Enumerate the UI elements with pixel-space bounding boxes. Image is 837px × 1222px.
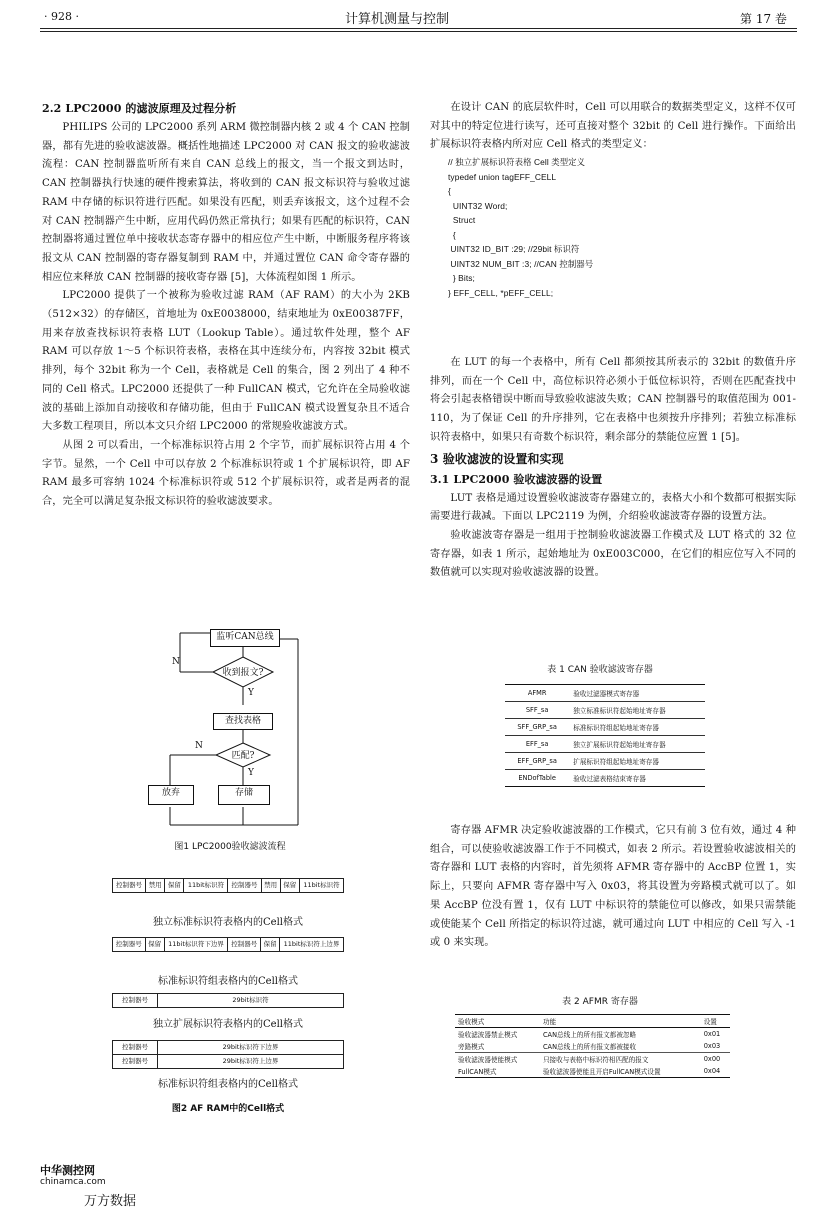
right-paragraph-2: 在 LUT 的每一个表格中，所有 Cell 都须按其所表示的 32bit 的数值升序排列，而在一个 Cell 中，高位标识符必须小于低位标识符，否则在匹配查找中将会引起表格错误中断而导致验收滤波失败；CAN 控制器号的取值范围为 001-110，为了保证 Cell 的升序排列，它在表格中也须按升序排列；若独立标准标识符表格中，如果只有奇数个标识符，剩余部分的禁能位应置 1 [5]。 [430, 357, 796, 443]
register-description: 扩展标识符组起始地址寄存器 [569, 753, 705, 770]
discard-box: 放弃 [148, 785, 194, 805]
fmt1-cell-0: 控制器号 [113, 879, 146, 893]
cell-format-extended-group [112, 1040, 344, 1069]
left-column [42, 99, 410, 512]
fmt1-cell-7: 11bit标识符 [299, 879, 343, 893]
register-description: 标准标识符组起始地址寄存器 [569, 719, 705, 736]
figure-1-caption: 图1 LPC2000验收滤波流程 [174, 842, 286, 852]
fmt1-cell-3: 11bit标识符 [184, 879, 228, 893]
t2-head-mode: 验收模式 [455, 1015, 540, 1028]
register-description: 独立标准标识符起始地址寄存器 [569, 702, 705, 719]
no-label-2: N [195, 741, 203, 751]
table-1-row [505, 702, 705, 719]
code-block: // 独立扩展标识符表格 Cell 类型定义 typedef union tagEFF_CELL { UINT32 Word; Struct { UINT32 ID_BIT :29; //29bit 标识符 UINT32 NUM_BIT :3; //CAN 控制器号 } Bits; } EFF_CELL, *pEFF_CELL; [448, 157, 594, 298]
page-number: · 928 · [44, 10, 79, 23]
listen-can-bus-box: 监听CAN总线 [210, 629, 280, 647]
function-cell: 只接收与表格中标识符相匹配的报文 [540, 1053, 701, 1066]
register-name: AFMR [505, 685, 569, 702]
section-3-1-heading: 3.1 LPC2000 验收滤波器的设置 [430, 472, 603, 486]
footer-watermark: 万方数据 [84, 1194, 137, 1209]
right-column-middle [430, 354, 796, 583]
register-name: ENDofTable [505, 770, 569, 787]
fmt1-cell-5: 禁用 [261, 879, 280, 893]
setting-cell: 0x01 [703, 1030, 721, 1038]
setting-cell: 0x04 [701, 1065, 730, 1078]
function-cell: CAN总线上的所有报文都被忽略 [542, 1031, 637, 1039]
volume-label: 第 17 卷 [740, 12, 787, 26]
fmt3-caption: 独立扩展标识符表格内的Cell格式 [153, 1019, 303, 1030]
header-rule-2 [40, 31, 797, 32]
table-2-row [455, 1065, 730, 1078]
fmt4-cell-3: 29bit标识符上边界 [158, 1055, 344, 1069]
fmt2-caption: 标准标识符组表格内的Cell格式 [158, 976, 298, 987]
section-2-2-heading: 2.2 LPC2000 的滤波原理及过程分析 [42, 102, 237, 115]
mode-cell: FullCAN模式 [455, 1065, 540, 1078]
header-rule [40, 28, 797, 29]
function-cell: CAN总线上的所有报文都被接收 [542, 1043, 637, 1051]
fmt3-cell-1: 29bit标识符 [158, 994, 344, 1008]
journal-title: 计算机测量与控制 [345, 12, 450, 27]
right-paragraph-5: 寄存器 AFMR 决定验收滤波器的工作模式，它只有前 3 位有效，通过 4 种组合，可以使验收滤波器工作于不同模式，如表 2 所示。若设置验收滤波相关的寄存器和 LUT 表格的内容时，首先须将 AFMR 寄存器中的 AccBP 位置 1，实际上，只要向 AFMR 寄存器中写入 0x03，将其设置为旁路模式就可以了。如果 AccBP 位没有置 1，仅有 LUT 中标识符的禁能位可以修改，如果只需禁能或使能某个 Cell 所指定的标识符过滤，就可通过向 LUT 中相应的 Cell 写入 -1 或 0 来实现。 [430, 825, 796, 949]
fmt2-cell-4: 保留 [261, 938, 280, 952]
fmt4-cell-0: 控制器号 [113, 1041, 158, 1055]
fmt1-cell-6: 保留 [280, 879, 299, 893]
table-1 [505, 684, 705, 787]
function-cell: 验收滤波器使能且开启FullCAN模式设置 [540, 1065, 701, 1078]
footer-logo: 中华测控网 [40, 1164, 95, 1177]
table-2 [455, 1014, 730, 1078]
search-table-box: 查找表格 [213, 713, 273, 730]
fmt3-cell-0: 控制器号 [113, 994, 158, 1008]
right-paragraph-4: 验收滤波寄存器是一组用于控制验收滤波器工作模式及 LUT 格式的 32 位寄存器，如表 1 所示，起始地址为 0xE003C000，在它们的相应位写入不同的数值就可以实现对验收滤波器的设置。 [430, 529, 796, 579]
store-box: 存储 [218, 785, 270, 805]
cell-format-standard-group [112, 937, 344, 952]
register-name: EFF_GRP_sa [505, 753, 569, 770]
register-description: 独立扩展标识符起始地址寄存器 [569, 736, 705, 753]
section-3-heading: 3 验收滤波的设置和实现 [430, 451, 564, 466]
right-paragraph-1: 在设计 CAN 的底层软件时，Cell 可以用联合的数据类型定义，这样不仅可对其中的特定位进行读写，还可直接对整个 32bit 的 Cell 进行操作。下面给出扩展标识符表格内所对应 Cell 格式的类型定义： [430, 102, 796, 151]
fmt2-cell-5: 11bit标识符上边界 [280, 938, 344, 952]
setting-cell: 0x03 [703, 1042, 721, 1050]
fmt2-cell-0: 控制器号 [113, 938, 146, 952]
register-name: EFF_sa [505, 736, 569, 753]
fmt4-caption: 标准标识符组表格内的Cell格式 [158, 1079, 298, 1090]
figure-1-flowchart [130, 625, 330, 860]
fmt1-cell-1: 禁用 [146, 879, 165, 893]
match-decision: 匹配? [231, 751, 255, 761]
left-paragraph-2: LPC2000 提供了一个被称为验收过滤 RAM（AF RAM）的大小为 2KB（512×32）的存储区，首地址为 0xE0038000，结束地址为 0xE00387FF，用来存放查找标识符表格 LUT（Lookup Table）。通过软件处理，整个 AF RAM 可以存放 1～5 个标识符表格，表格在其中连续分布，内容按 32bit 模式排列，每个 32bit 称为一个 Cell，表格就是 Cell 的集合，图 2 列出了 4 种不同的 Cell 格式。LPC2000 还提供了一种 FullCAN 模式，它允许在全局验收滤波的基础上添加自动接收和存储功能，但由于 FullCAN 模式设置复杂且不适合大多数工程项目，所以本文只介绍 LPC2000 的常规验收滤波方式。 [42, 290, 410, 433]
cell-format-extended [112, 993, 344, 1008]
t2-head-setting: 设置 [701, 1015, 730, 1028]
register-name: SFF_sa [505, 702, 569, 719]
fmt2-cell-3: 控制器号 [228, 938, 261, 952]
right-paragraph-3: LUT 表格是通过设置验收滤波寄存器建立的，表格大小和个数都可根据实际需要进行裁减。下面以 LPC2119 为例，介绍验收滤波寄存器的设置方法。 [430, 492, 796, 523]
table-1-row [505, 685, 705, 702]
table-2-caption: 表 2 AFMR 寄存器 [562, 997, 638, 1007]
table-2-row [455, 1028, 730, 1041]
received-message-decision: 收到报文? [222, 668, 264, 678]
table-1-row [505, 770, 705, 787]
table-2-row [455, 1040, 730, 1053]
fmt2-cell-2: 11bit标识符下边界 [164, 938, 228, 952]
table-1-row [505, 736, 705, 753]
t2-head-function: 功能 [540, 1015, 701, 1028]
fmt2-cell-1: 保留 [145, 938, 164, 952]
register-description: 验收过滤器模式寄存器 [569, 685, 705, 702]
right-column-top [430, 99, 796, 300]
mode-cell: 验收滤波器使能模式 [455, 1053, 540, 1066]
fmt4-cell-2: 控制器号 [113, 1055, 158, 1069]
mode-cell: 旁路模式 [458, 1043, 485, 1051]
mode-cell: 验收滤波器禁止模式 [458, 1031, 518, 1039]
register-description: 验收过滤表格结束寄存器 [569, 770, 705, 787]
table-1-row [505, 719, 705, 736]
figure-2-caption: 图2 AF RAM中的Cell格式 [171, 1104, 285, 1114]
fmt4-cell-1: 29bit标识符下边界 [158, 1041, 344, 1055]
cell-format-standard [112, 878, 344, 893]
yes-label-1: Y [248, 688, 254, 698]
fmt1-caption: 独立标准标识符表格内的Cell格式 [153, 917, 303, 928]
footer-site: chinamca.com [40, 1177, 106, 1187]
left-paragraph-1: PHILIPS 公司的 LPC2000 系列 ARM 微控制器内核 2 或 4 个 CAN 控制器，都有先进的验收滤波器。概括性地描述 LPC2000 对 CAN 报文的验收滤波流程：CAN 控制器监听所有来自 CAN 总线上的报文，当一个报文到达时，CAN 控制器执行快速的硬件搜索算法，将收到的 CAN 报文标识符与验收过滤 RAM 中存储的标识符进行匹配。如果没有匹配，则丢弃该报文，这个过程不会对 CAN 控制器产生中断，应用代码仍然正常执行；如果有匹配的标识符，CAN 控制器将通过置位单中接收状态寄存器中的相应位产生中断，中断服务程序将该报文从 CAN 控制器的寄存器复制到 RAM 中，并通过置位 CAN 命令寄存器的相应位来释放 CAN 控制器的接收寄存器 [5]，大体流程如图 1 所示。 [42, 122, 410, 283]
table-2-row [455, 1053, 730, 1066]
right-column-bottom [430, 822, 796, 953]
flowchart-lines [130, 625, 330, 860]
fmt1-cell-4: 控制器号 [228, 879, 261, 893]
yes-label-2: Y [248, 768, 254, 778]
table-1-caption: 表 1 CAN 验收滤波寄存器 [547, 665, 653, 675]
table-1-row [505, 753, 705, 770]
setting-cell: 0x00 [701, 1053, 730, 1066]
no-label-1: N [172, 657, 180, 667]
register-name: SFF_GRP_sa [505, 719, 569, 736]
fmt1-cell-2: 保留 [165, 879, 184, 893]
left-paragraph-3: 从图 2 可以看出，一个标准标识符占用 2 个字节，而扩展标识符占用 4 个字节。显然，一个 Cell 中可以存放 2 个标准标识符或 1 个扩展标识符，即 AF RAM 最多可容纳 1024 个标准标识符或 512 个扩展标识符，或者是两者的混合，完全可以满足复杂报文标识符的验收滤波要求。 [42, 439, 410, 508]
